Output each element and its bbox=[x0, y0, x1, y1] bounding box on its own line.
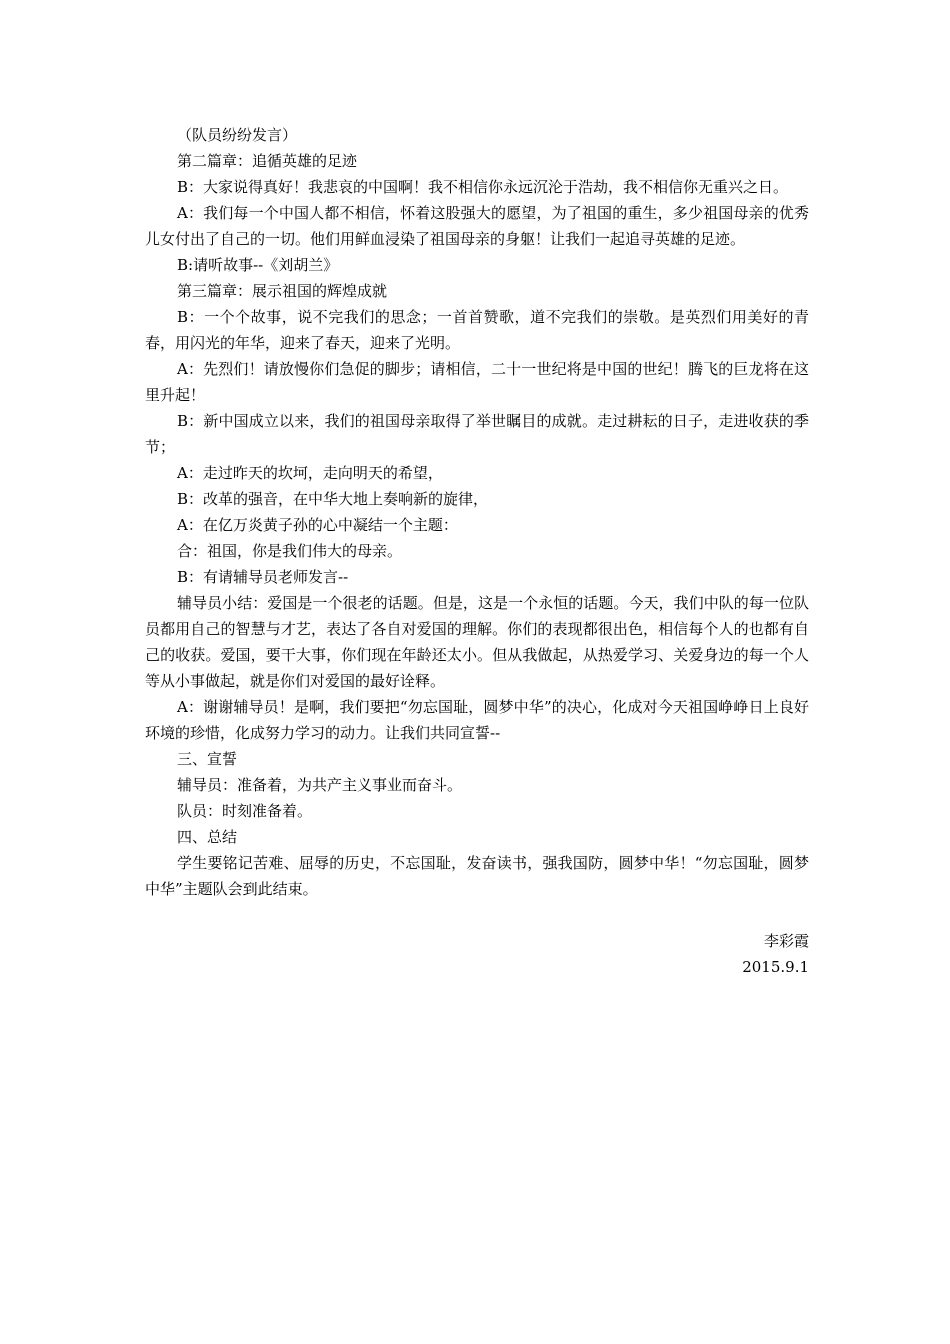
paragraph: A：先烈们！请放慢你们急促的脚步；请相信，二十一世纪将是中国的世纪！腾飞的巨龙将在这里升起！ bbox=[145, 360, 809, 404]
document-body bbox=[145, 122, 809, 980]
paragraph: A：谢谢辅导员！是啊，我们要把“勿忘国耻，圆梦中华”的决心，化成对今天祖国峥峥日上良好环境的珍惜，化成努力学习的动力。让我们共同宣誓-- bbox=[145, 698, 809, 742]
signature-author: 李彩霞 bbox=[763, 932, 809, 950]
paragraph: 队员：时刻准备着。 bbox=[177, 802, 313, 820]
paragraph: 合：祖国，你是我们伟大的母亲。 bbox=[177, 542, 403, 560]
paragraph: B：一个个故事，说不完我们的思念；一首首赞歌，道不完我们的崇敬。是英烈们用美好的青春，用闪光的年华，迎来了春天，迎来了光明。 bbox=[145, 308, 809, 352]
paragraph: A：我们每一个中国人都不相信，怀着这股强大的愿望，为了祖国的重生，多少祖国母亲的优秀儿女付出了自己的一切。他们用鲜血浸染了祖国母亲的身躯！让我们一起追寻英雄的足迹。 bbox=[145, 204, 809, 248]
paragraph: 学生要铭记苦难、屈辱的历史，不忘国耻，发奋读书，强我国防，圆梦中华！“勿忘国耻，圆梦中华”主题队会到此结束。 bbox=[145, 854, 809, 898]
signature-date: 2015.9.1 bbox=[742, 958, 809, 976]
paragraph: B:请听故事--《刘胡兰》 bbox=[177, 256, 339, 274]
paragraph: B：新中国成立以来，我们的祖国母亲取得了举世瞩目的成就。走过耕耘的日子，走进收获的季节； bbox=[145, 412, 809, 456]
section-heading: 四、总结 bbox=[177, 828, 238, 846]
paragraph: A：走过昨天的坎坷，走向明天的希望， bbox=[177, 464, 443, 482]
paragraph: 辅导员：准备着，为共产主义事业而奋斗。 bbox=[177, 776, 463, 794]
section-heading: 第三篇章：展示祖国的辉煌成就 bbox=[177, 282, 388, 300]
spacer bbox=[145, 902, 809, 928]
paragraph: （队员纷纷发言） bbox=[177, 126, 298, 144]
paragraph: 辅导员小结：爱国是一个很老的话题。但是，这是一个永恒的话题。今天，我们中队的每一位队员都用自己的智慧与才艺，表达了各自对爱国的理解。你们的表现都很出色，相信每个人的也都有自己的收获。爱国，要干大事，你们现在年龄还太小。但从我做起，从热爱学习、关爱身边的每一个人等从小事做起，就是你们对爱国的最好诠释。 bbox=[145, 594, 809, 690]
paragraph: B：有请辅导员老师发言-- bbox=[177, 568, 349, 586]
section-heading: 三、宣誓 bbox=[177, 750, 238, 768]
section-heading: 第二篇章：追循英雄的足迹 bbox=[177, 152, 358, 170]
paragraph: B：改革的强音，在中华大地上奏响新的旋律， bbox=[177, 490, 489, 508]
paragraph: B：大家说得真好！我悲哀的中国啊！我不相信你永远沉沦于浩劫，我不相信你无重兴之日。 bbox=[177, 178, 789, 196]
paragraph: A：在亿万炎黄子孙的心中凝结一个主题： bbox=[177, 516, 458, 534]
